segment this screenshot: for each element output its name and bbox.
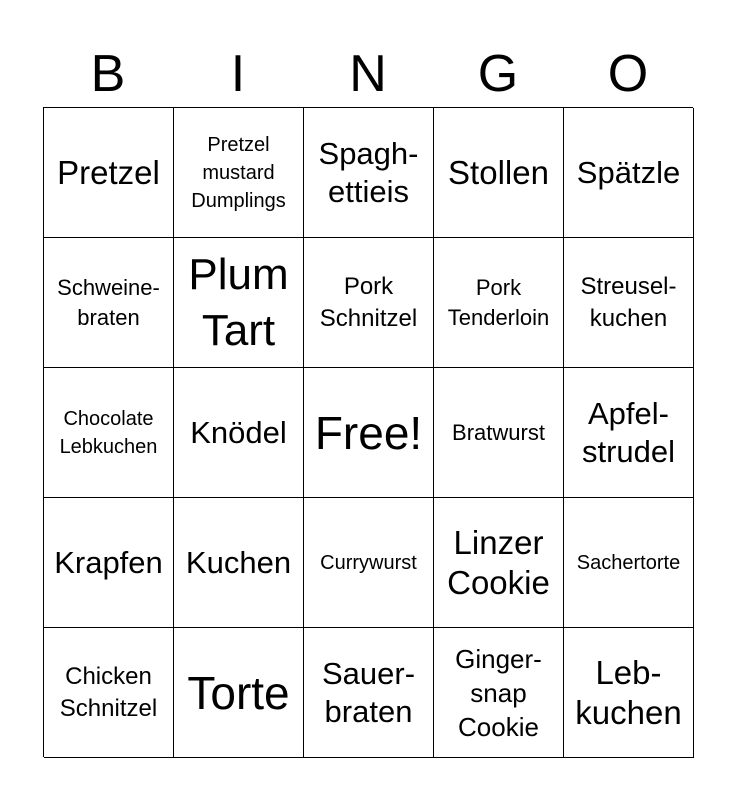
bingo-cell[interactable] [174, 628, 304, 758]
bingo-cell[interactable] [44, 108, 174, 238]
bingo-header [43, 42, 693, 106]
cell-label: Sachertorte [576, 551, 681, 574]
cell-label: Spagh- ettieis [318, 135, 419, 209]
cell-label: Apfel- strudel [581, 395, 676, 469]
bingo-cell[interactable] [434, 498, 564, 628]
bingo-cell[interactable] [174, 498, 304, 628]
cell-label: Knödel [190, 414, 287, 450]
cell-label: Spätzle [576, 154, 681, 190]
free-space-label: Free! [314, 406, 423, 459]
header-letter-n: N [349, 45, 387, 103]
bingo-cell[interactable] [44, 628, 174, 758]
cell-label: Plum Tart [188, 249, 289, 355]
bingo-cell[interactable] [304, 628, 434, 758]
header-letter-g: G [477, 45, 519, 103]
bingo-cell[interactable] [564, 108, 694, 238]
bingo-cell[interactable] [44, 238, 174, 368]
cell-label: Stollen [448, 153, 549, 191]
cell-label: Pretzel [57, 153, 160, 191]
cell-label: Krapfen [54, 544, 163, 580]
cell-label: Schweine- braten [57, 274, 160, 330]
cell-label: Linzer Cookie [447, 523, 550, 601]
bingo-cell[interactable] [564, 628, 694, 758]
cell-label: Currywurst [320, 551, 417, 574]
bingo-cell[interactable] [304, 108, 434, 238]
bingo-cell[interactable] [564, 498, 694, 628]
bingo-cell[interactable] [174, 108, 304, 238]
bingo-cell[interactable] [44, 498, 174, 628]
bingo-cell[interactable] [564, 238, 694, 368]
bingo-cell[interactable] [174, 238, 304, 368]
bingo-cell[interactable] [434, 108, 564, 238]
cell-label: Kuchen [185, 544, 292, 580]
header-letter-o: O [607, 45, 649, 103]
cell-label: Pork Schnitzel [319, 272, 418, 332]
bingo-cell[interactable] [304, 498, 434, 628]
cell-label: Ginger- snap Cookie [455, 643, 542, 742]
cell-label: Chocolate Lebkuchen [59, 407, 158, 458]
cell-label: Chicken Schnitzel [59, 662, 158, 722]
cell-label: Sauer- braten [321, 655, 416, 729]
bingo-cell[interactable] [174, 368, 304, 498]
header-letter-i: I [230, 45, 246, 103]
header-letter-b: B [90, 45, 126, 103]
cell-label: Streusel- kuchen [580, 272, 677, 332]
cell-label: Torte [187, 666, 290, 719]
cell-label: Leb- kuchen [575, 653, 682, 731]
cell-label: Pork Tenderloin [447, 274, 550, 330]
bingo-cell[interactable] [564, 368, 694, 498]
bingo-cell[interactable] [434, 368, 564, 498]
bingo-cell[interactable] [304, 238, 434, 368]
bingo-cell[interactable] [44, 368, 174, 498]
free-space-cell[interactable] [304, 368, 434, 498]
cell-label: Bratwurst [452, 419, 545, 445]
bingo-board [43, 107, 693, 757]
cell-label: Pretzel mustard Dumplings [191, 133, 286, 212]
bingo-cell[interactable] [434, 238, 564, 368]
bingo-cell[interactable] [434, 628, 564, 758]
